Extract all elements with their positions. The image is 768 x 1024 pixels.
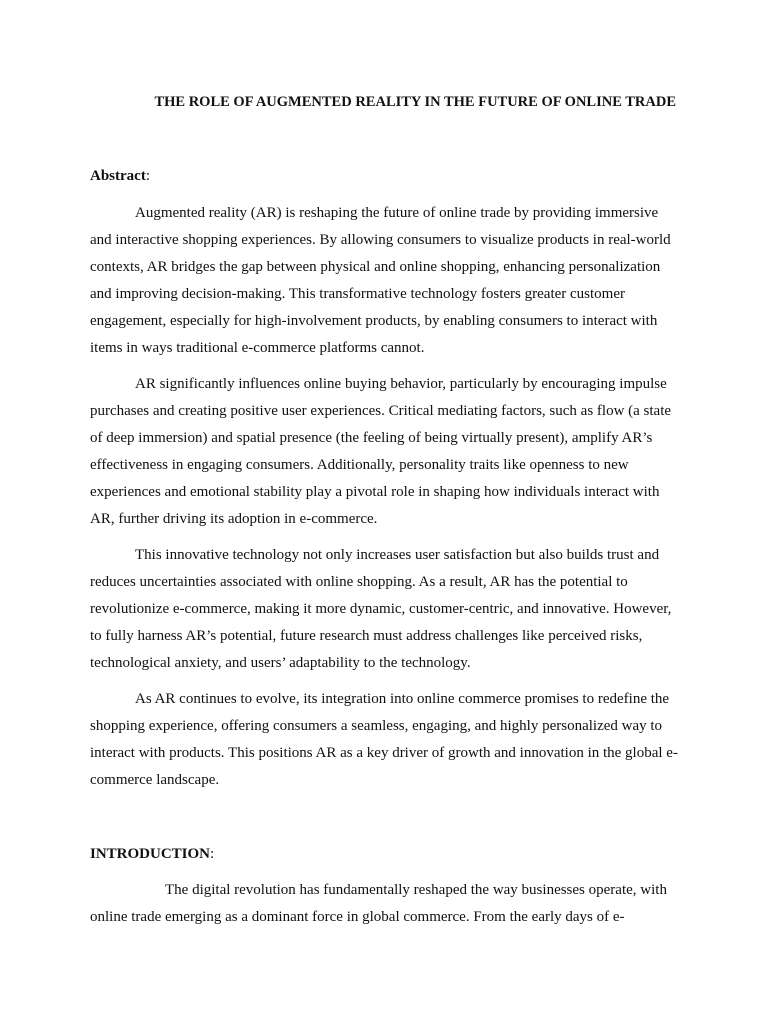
- introduction-heading-colon: :: [210, 846, 215, 862]
- introduction-heading: [90, 844, 214, 864]
- abstract-paragraph-1: Augmented reality (AR) is reshaping the future of online trade by providing immersive and interactive shopping experiences. By allowing consumers to visualize products in real-world contexts, AR bridges the gap between physical and online shopping, enhancing personalization and improving decision-making. This transformative technology fosters greater customer engagement, especially for high-involvement products, by enabling consumers to interact with items in ways traditional e-commerce platforms cannot.: [90, 205, 671, 356]
- abstract-paragraph-3: This innovative technology not only increases user satisfaction but also builds trust and reduces uncertainties associated with online shopping. As a result, AR has the potential to revolutionize e-commerce, making it more dynamic, customer-centric, and innovative. However, to fully harness AR’s potential, future research must address challenges like perceived risks, technological anxiety, and users’ adaptability to the technology.: [90, 547, 672, 671]
- abstract-paragraph-2: AR significantly influences online buying behavior, particularly by encouraging impulse purchases and creating positive user experiences. Critical mediating factors, such as flow (a state of deep immersion) and spatial presence (the feeling of being virtually present), amplify AR’s effectiveness in engaging consumers. Additionally, personality traits like openness to new experiences and emotional stability play a pivotal role in shaping how individuals interact with AR, further driving its adoption in e-commerce.: [90, 376, 672, 527]
- abstract-paragraph-4: As AR continues to evolve, its integration into online commerce promises to redefine the shopping experience, offering consumers a seamless, engaging, and highly personalized way to interact with products. This positions AR as a key driver of growth and innovation in the global e-commerce landscape.: [90, 691, 678, 788]
- document-title: THE ROLE OF AUGMENTED REALITY IN THE FUTURE OF ONLINE TRADE: [154, 94, 676, 110]
- abstract-heading-label: Abstract: [90, 168, 146, 184]
- introduction-paragraph-1: The digital revolution has fundamentally reshaped the way businesses operate, with online trade emerging as a dominant force in global commerce. From the early days of e-: [90, 882, 667, 925]
- abstract-heading-colon: :: [145, 168, 150, 184]
- introduction-heading-label: INTRODUCTION: [90, 846, 211, 862]
- abstract-heading: [90, 166, 150, 186]
